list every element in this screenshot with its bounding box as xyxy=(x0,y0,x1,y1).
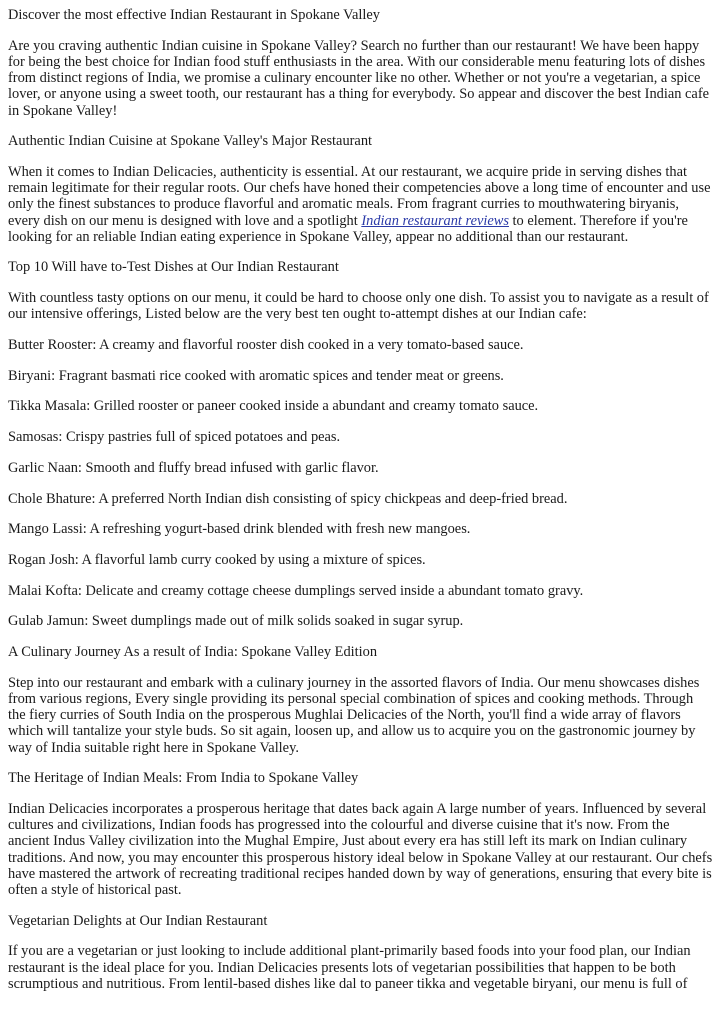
heritage-paragraph: Indian Delicacies incorporates a prosperous heritage that dates back again A large number of years. Influenced by several cultures and civilizations, Indian foods has progressed into the colourful and diverse cuisine that it's now. From the ancient Indus Valley civilization into the Mughal Empire, Just about every era has still left its mark on Indian culinary traditions. And now, you may encounter this prosperous history ideal below in Spokane Valley at our restaurant. Our chefs have mastered the artwork of recreating traditional recipes handed down by way of generations, ensuring that every bite is often a style of historical past. xyxy=(8,801,713,899)
dish-item: Biryani: Fragrant basmati rice cooked with aromatic spices and tender meat or greens. xyxy=(8,367,504,384)
page-title: Discover the most effective Indian Restaurant in Spokane Valley xyxy=(8,7,380,23)
dish-item: Butter Rooster: A creamy and flavorful rooster dish cooked in a very tomato-based sauce. xyxy=(8,337,524,354)
section-heading-vegetarian: Vegetarian Delights at Our Indian Restaurant xyxy=(8,912,268,929)
dish-item: Chole Bhature: A preferred North Indian dish consisting of spicy chickpeas and deep-fried bread. xyxy=(8,490,568,507)
indian-restaurant-reviews-link[interactable]: Indian restaurant reviews xyxy=(361,212,509,229)
dish-item: Gulab Jamun: Sweet dumplings made out of milk solids soaked in sugar syrup. xyxy=(8,613,464,630)
dish-item: Tikka Masala: Grilled rooster or paneer cooked inside a abundant and creamy tomato sauce. xyxy=(8,398,539,415)
dish-item: Mango Lassi: A refreshing yogurt-based drink blended with fresh new mangoes. xyxy=(8,521,471,538)
dish-item: Samosas: Crispy pastries full of spiced potatoes and peas. xyxy=(8,429,341,446)
section-heading-top10: Top 10 Will have to-Test Dishes at Our Indian Restaurant xyxy=(8,259,339,276)
dish-item: Garlic Naan: Smooth and fluffy bread infused with garlic flavor. xyxy=(8,459,379,476)
intro-paragraph: Are you craving authentic Indian cuisine in Spokane Valley? Search no further than our restaurant! We have been happy for being the best choice for Indian food stuff enthusiasts in the area. With our considerable menu featuring lots of dishes from distinct regions of India, we promise a culinary encounter like no other. Whether or not you're a vegetarian, a spice lover, or anyone using a sweet tooth, our restaurant has a thing for everybody. So appear and discover the best Indian cafe in Spokane Valley! xyxy=(8,37,710,119)
dish-item: Malai Kofta: Delicate and creamy cottage cheese dumplings served inside a abundant tomato gravy. xyxy=(8,582,584,599)
section-heading-heritage: The Heritage of Indian Meals: From India to Spokane Valley xyxy=(8,770,359,787)
section-heading-authentic: Authentic Indian Cuisine at Spokane Valley's Major Restaurant xyxy=(8,133,373,150)
culinary-journey-paragraph: Step into our restaurant and embark with a culinary journey in the assorted flavors of India. Our menu showcases dishes from various regions, Every single providing its personal special combination of spices and cooking methods. Through the fiery curries of South India on the prosperous Mughlai Delicacies of the North, you'll find a wide array of flavors which will tantalize your style buds. So sit again, loosen up, and allow us to acquire you on the gastronomic journey by way of India suitable right here in Spokane Valley. xyxy=(8,674,700,756)
dish-item: Rogan Josh: A flavorful lamb curry cooked by using a mixture of spices. xyxy=(8,551,426,568)
vegetarian-paragraph: If you are a vegetarian or just looking to include additional plant-primarily based foods into your food plan, our Indian restaurant is the ideal place for you. Indian Delicacies presents lots of vegetarian possibilities that happen to be both scrumptious and nutritious. From lentil-based dishes like dal to paneer tikka and vegetable biryani, our menu is full of xyxy=(8,943,691,992)
top10-intro-paragraph: With countless tasty options on our menu, it could be hard to choose only one dish. To assist you to navigate as a result of our intensive offerings, Listed below are the very best ten ought to-attempt dishes at our Indian cafe: xyxy=(8,290,709,323)
authentic-text-after-link: to element. Therefore if you're looking for an reliable Indian eating experience in Spokane Valley, appear no additional than our restaurant. xyxy=(8,212,688,245)
section-heading-culinary-journey: A Culinary Journey As a result of India: Spokane Valley Edition xyxy=(8,644,378,661)
authentic-text-before-link: When it comes to Indian Delicacies, authenticity is essential. At our restaurant, we acquire pride in serving dishes that remain legitimate for their regular roots. Our chefs have honed their competencies above a long time of encounter and use only the finest substances to produce flavorful and aromatic meals. From fragrant curries to mouthwatering biryanis, every dish on our menu is designed with love and a spotlight xyxy=(8,163,711,229)
authentic-paragraph xyxy=(8,164,713,245)
